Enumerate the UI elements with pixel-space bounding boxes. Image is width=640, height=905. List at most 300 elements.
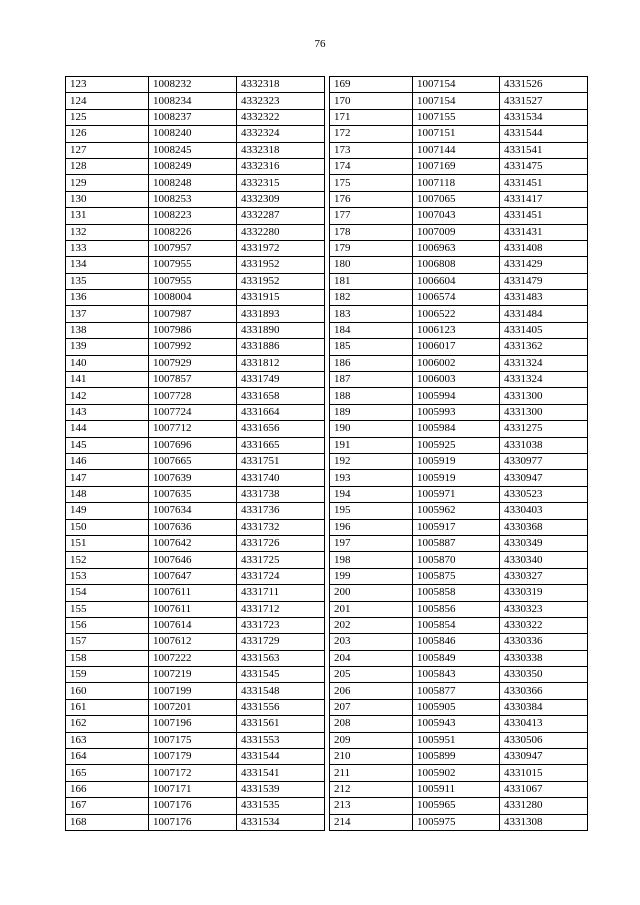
y-coordinate-cell: 4331526 xyxy=(500,77,588,93)
y-coordinate-cell: 4331740 xyxy=(237,470,325,486)
table-row xyxy=(66,519,325,535)
x-coordinate-cell: 1006604 xyxy=(413,273,500,289)
x-coordinate-cell: 1007199 xyxy=(149,683,237,699)
point-number-cell: 160 xyxy=(66,683,149,699)
point-number-cell: 148 xyxy=(66,486,149,502)
x-coordinate-cell: 1005971 xyxy=(413,486,500,502)
x-coordinate-cell: 1005993 xyxy=(413,404,500,420)
x-coordinate-cell: 1006522 xyxy=(413,306,500,322)
y-coordinate-cell: 4331308 xyxy=(500,814,588,830)
table-row xyxy=(330,470,588,486)
y-coordinate-cell: 4331726 xyxy=(237,535,325,551)
table-row xyxy=(66,585,325,601)
point-number-cell: 159 xyxy=(66,667,149,683)
table-row xyxy=(330,191,588,207)
table-row xyxy=(330,503,588,519)
table-row xyxy=(66,142,325,158)
y-coordinate-cell: 4331712 xyxy=(237,601,325,617)
x-coordinate-cell: 1007196 xyxy=(149,716,237,732)
point-number-cell: 132 xyxy=(66,224,149,240)
y-coordinate-cell: 4330322 xyxy=(500,617,588,633)
table-row xyxy=(66,535,325,551)
x-coordinate-cell: 1007724 xyxy=(149,404,237,420)
point-number-cell: 142 xyxy=(66,388,149,404)
x-coordinate-cell: 1007065 xyxy=(413,191,500,207)
x-coordinate-cell: 1007992 xyxy=(149,339,237,355)
y-coordinate-cell: 4332324 xyxy=(237,126,325,142)
y-coordinate-cell: 4331362 xyxy=(500,339,588,355)
y-coordinate-cell: 4330947 xyxy=(500,470,588,486)
x-coordinate-cell: 1007171 xyxy=(149,781,237,797)
x-coordinate-cell: 1007154 xyxy=(413,93,500,109)
point-number-cell: 126 xyxy=(66,126,149,142)
table-row xyxy=(66,306,325,322)
table-row xyxy=(330,814,588,830)
y-coordinate-cell: 4330336 xyxy=(500,634,588,650)
x-coordinate-cell: 1008234 xyxy=(149,93,237,109)
point-number-cell: 190 xyxy=(330,421,413,437)
point-number-cell: 136 xyxy=(66,290,149,306)
x-coordinate-cell: 1008248 xyxy=(149,175,237,191)
point-number-cell: 213 xyxy=(330,798,413,814)
x-coordinate-cell: 1007957 xyxy=(149,240,237,256)
point-number-cell: 201 xyxy=(330,601,413,617)
table-row xyxy=(330,372,588,388)
x-coordinate-cell: 1005899 xyxy=(413,749,500,765)
x-coordinate-cell: 1005975 xyxy=(413,814,500,830)
table-row xyxy=(66,290,325,306)
x-coordinate-cell: 1005951 xyxy=(413,732,500,748)
point-number-cell: 174 xyxy=(330,158,413,174)
y-coordinate-cell: 4331417 xyxy=(500,191,588,207)
point-number-cell: 128 xyxy=(66,158,149,174)
x-coordinate-cell: 1007728 xyxy=(149,388,237,404)
table-row xyxy=(330,77,588,93)
point-number-cell: 135 xyxy=(66,273,149,289)
y-coordinate-cell: 4331915 xyxy=(237,290,325,306)
point-number-cell: 188 xyxy=(330,388,413,404)
x-coordinate-cell: 1008240 xyxy=(149,126,237,142)
table-row xyxy=(66,503,325,519)
table-row xyxy=(330,667,588,683)
x-coordinate-cell: 1007634 xyxy=(149,503,237,519)
table-row xyxy=(66,601,325,617)
point-number-cell: 187 xyxy=(330,372,413,388)
y-coordinate-cell: 4331544 xyxy=(237,749,325,765)
point-number-cell: 154 xyxy=(66,585,149,601)
y-coordinate-cell: 4331300 xyxy=(500,388,588,404)
point-number-cell: 205 xyxy=(330,667,413,683)
x-coordinate-cell: 1008249 xyxy=(149,158,237,174)
table-row xyxy=(330,404,588,420)
y-coordinate-cell: 4330368 xyxy=(500,519,588,535)
point-number-cell: 145 xyxy=(66,437,149,453)
table-row xyxy=(66,126,325,142)
x-coordinate-cell: 1007222 xyxy=(149,650,237,666)
point-number-cell: 131 xyxy=(66,208,149,224)
x-coordinate-cell: 1007696 xyxy=(149,437,237,453)
y-coordinate-cell: 4330338 xyxy=(500,650,588,666)
x-coordinate-cell: 1008245 xyxy=(149,142,237,158)
point-number-cell: 123 xyxy=(66,77,149,93)
x-coordinate-cell: 1008232 xyxy=(149,77,237,93)
x-coordinate-cell: 1007986 xyxy=(149,322,237,338)
table-row xyxy=(66,77,325,93)
y-coordinate-cell: 4331405 xyxy=(500,322,588,338)
y-coordinate-cell: 4330366 xyxy=(500,683,588,699)
y-coordinate-cell: 4332309 xyxy=(237,191,325,207)
y-coordinate-cell: 4330947 xyxy=(500,749,588,765)
x-coordinate-cell: 1005887 xyxy=(413,535,500,551)
point-number-cell: 138 xyxy=(66,322,149,338)
point-number-cell: 209 xyxy=(330,732,413,748)
x-coordinate-cell: 1005919 xyxy=(413,470,500,486)
x-coordinate-cell: 1008237 xyxy=(149,109,237,125)
y-coordinate-cell: 4331527 xyxy=(500,93,588,109)
point-number-cell: 157 xyxy=(66,634,149,650)
x-coordinate-cell: 1007169 xyxy=(413,158,500,174)
table-row xyxy=(330,798,588,814)
y-coordinate-cell: 4330319 xyxy=(500,585,588,601)
table-row xyxy=(330,453,588,469)
point-number-cell: 179 xyxy=(330,240,413,256)
point-number-cell: 196 xyxy=(330,519,413,535)
point-number-cell: 183 xyxy=(330,306,413,322)
x-coordinate-cell: 1007639 xyxy=(149,470,237,486)
y-coordinate-cell: 4330506 xyxy=(500,732,588,748)
x-coordinate-cell: 1007179 xyxy=(149,749,237,765)
x-coordinate-cell: 1007154 xyxy=(413,77,500,93)
point-number-cell: 127 xyxy=(66,142,149,158)
x-coordinate-cell: 1007611 xyxy=(149,585,237,601)
table-row xyxy=(330,650,588,666)
point-number-cell: 212 xyxy=(330,781,413,797)
x-coordinate-cell: 1007151 xyxy=(413,126,500,142)
point-number-cell: 150 xyxy=(66,519,149,535)
table-row xyxy=(330,93,588,109)
y-coordinate-cell: 4331475 xyxy=(500,158,588,174)
y-coordinate-cell: 4330413 xyxy=(500,716,588,732)
y-coordinate-cell: 4331736 xyxy=(237,503,325,519)
table-row xyxy=(330,765,588,781)
point-number-cell: 125 xyxy=(66,109,149,125)
point-number-cell: 147 xyxy=(66,470,149,486)
x-coordinate-cell: 1007612 xyxy=(149,634,237,650)
point-number-cell: 139 xyxy=(66,339,149,355)
x-coordinate-cell: 1007118 xyxy=(413,175,500,191)
table-row xyxy=(66,699,325,715)
point-number-cell: 214 xyxy=(330,814,413,830)
table-row xyxy=(66,208,325,224)
table-row xyxy=(330,683,588,699)
x-coordinate-cell: 1007646 xyxy=(149,552,237,568)
y-coordinate-cell: 4331664 xyxy=(237,404,325,420)
point-number-cell: 182 xyxy=(330,290,413,306)
table-row xyxy=(330,224,588,240)
x-coordinate-cell: 1007636 xyxy=(149,519,237,535)
y-coordinate-cell: 4332318 xyxy=(237,77,325,93)
x-coordinate-cell: 1006963 xyxy=(413,240,500,256)
point-number-cell: 162 xyxy=(66,716,149,732)
y-coordinate-cell: 4331544 xyxy=(500,126,588,142)
x-coordinate-cell: 1007955 xyxy=(149,257,237,273)
point-number-cell: 191 xyxy=(330,437,413,453)
y-coordinate-cell: 4332323 xyxy=(237,93,325,109)
point-number-cell: 141 xyxy=(66,372,149,388)
table-row xyxy=(66,732,325,748)
point-number-cell: 144 xyxy=(66,421,149,437)
table-row xyxy=(330,749,588,765)
x-coordinate-cell: 1005877 xyxy=(413,683,500,699)
x-coordinate-cell: 1005965 xyxy=(413,798,500,814)
y-coordinate-cell: 4331665 xyxy=(237,437,325,453)
x-coordinate-cell: 1006002 xyxy=(413,355,500,371)
table-row xyxy=(66,191,325,207)
y-coordinate-cell: 4331656 xyxy=(237,421,325,437)
table-row xyxy=(330,519,588,535)
point-number-cell: 167 xyxy=(66,798,149,814)
table-row xyxy=(66,273,325,289)
point-number-cell: 189 xyxy=(330,404,413,420)
y-coordinate-cell: 4331751 xyxy=(237,453,325,469)
point-number-cell: 206 xyxy=(330,683,413,699)
x-coordinate-cell: 1006574 xyxy=(413,290,500,306)
x-coordinate-cell: 1007665 xyxy=(149,453,237,469)
x-coordinate-cell: 1005962 xyxy=(413,503,500,519)
y-coordinate-cell: 4331534 xyxy=(237,814,325,830)
point-number-cell: 176 xyxy=(330,191,413,207)
page-number: 76 xyxy=(314,38,326,50)
x-coordinate-cell: 1005875 xyxy=(413,568,500,584)
table-row xyxy=(66,322,325,338)
x-coordinate-cell: 1007176 xyxy=(149,814,237,830)
y-coordinate-cell: 4330349 xyxy=(500,535,588,551)
table-row xyxy=(66,716,325,732)
table-row xyxy=(330,322,588,338)
y-coordinate-cell: 4331324 xyxy=(500,372,588,388)
y-coordinate-cell: 4331556 xyxy=(237,699,325,715)
y-coordinate-cell: 4332316 xyxy=(237,158,325,174)
point-number-cell: 185 xyxy=(330,339,413,355)
point-number-cell: 153 xyxy=(66,568,149,584)
coordinate-table-left xyxy=(65,76,325,831)
x-coordinate-cell: 1007144 xyxy=(413,142,500,158)
point-number-cell: 165 xyxy=(66,765,149,781)
point-number-cell: 134 xyxy=(66,257,149,273)
y-coordinate-cell: 4331561 xyxy=(237,716,325,732)
table-row xyxy=(330,617,588,633)
point-number-cell: 158 xyxy=(66,650,149,666)
y-coordinate-cell: 4331038 xyxy=(500,437,588,453)
table-row xyxy=(66,257,325,273)
y-coordinate-cell: 4332280 xyxy=(237,224,325,240)
x-coordinate-cell: 1005846 xyxy=(413,634,500,650)
y-coordinate-cell: 4331300 xyxy=(500,404,588,420)
table-row xyxy=(330,486,588,502)
table-row xyxy=(330,355,588,371)
y-coordinate-cell: 4330350 xyxy=(500,667,588,683)
table-row xyxy=(66,453,325,469)
table-row xyxy=(330,699,588,715)
y-coordinate-cell: 4331952 xyxy=(237,257,325,273)
point-number-cell: 180 xyxy=(330,257,413,273)
x-coordinate-cell: 1005858 xyxy=(413,585,500,601)
x-coordinate-cell: 1005870 xyxy=(413,552,500,568)
x-coordinate-cell: 1007611 xyxy=(149,601,237,617)
table-row xyxy=(66,109,325,125)
x-coordinate-cell: 1007987 xyxy=(149,306,237,322)
table-row xyxy=(330,273,588,289)
x-coordinate-cell: 1006808 xyxy=(413,257,500,273)
y-coordinate-cell: 4331067 xyxy=(500,781,588,797)
point-number-cell: 124 xyxy=(66,93,149,109)
point-number-cell: 149 xyxy=(66,503,149,519)
x-coordinate-cell: 1008253 xyxy=(149,191,237,207)
x-coordinate-cell: 1005925 xyxy=(413,437,500,453)
y-coordinate-cell: 4331548 xyxy=(237,683,325,699)
table-row xyxy=(66,437,325,453)
y-coordinate-cell: 4331479 xyxy=(500,273,588,289)
y-coordinate-cell: 4331711 xyxy=(237,585,325,601)
point-number-cell: 173 xyxy=(330,142,413,158)
table-row xyxy=(330,175,588,191)
table-row xyxy=(66,749,325,765)
point-number-cell: 186 xyxy=(330,355,413,371)
table-row xyxy=(330,208,588,224)
y-coordinate-cell: 4331541 xyxy=(237,765,325,781)
point-number-cell: 155 xyxy=(66,601,149,617)
x-coordinate-cell: 1005984 xyxy=(413,421,500,437)
x-coordinate-cell: 1005911 xyxy=(413,781,500,797)
x-coordinate-cell: 1007955 xyxy=(149,273,237,289)
y-coordinate-cell: 4331408 xyxy=(500,240,588,256)
table-row xyxy=(66,634,325,650)
point-number-cell: 202 xyxy=(330,617,413,633)
point-number-cell: 140 xyxy=(66,355,149,371)
y-coordinate-cell: 4331890 xyxy=(237,322,325,338)
x-coordinate-cell: 1005917 xyxy=(413,519,500,535)
point-number-cell: 207 xyxy=(330,699,413,715)
y-coordinate-cell: 4331541 xyxy=(500,142,588,158)
table-row xyxy=(66,781,325,797)
table-row xyxy=(330,585,588,601)
x-coordinate-cell: 1005994 xyxy=(413,388,500,404)
table-row xyxy=(66,650,325,666)
x-coordinate-cell: 1005856 xyxy=(413,601,500,617)
point-number-cell: 197 xyxy=(330,535,413,551)
point-number-cell: 168 xyxy=(66,814,149,830)
x-coordinate-cell: 1007857 xyxy=(149,372,237,388)
y-coordinate-cell: 4331484 xyxy=(500,306,588,322)
coordinate-table-left-body xyxy=(66,77,325,831)
y-coordinate-cell: 4331534 xyxy=(500,109,588,125)
y-coordinate-cell: 4330977 xyxy=(500,453,588,469)
x-coordinate-cell: 1005849 xyxy=(413,650,500,666)
table-row xyxy=(66,224,325,240)
y-coordinate-cell: 4331738 xyxy=(237,486,325,502)
x-coordinate-cell: 1008226 xyxy=(149,224,237,240)
table-row xyxy=(66,372,325,388)
point-number-cell: 137 xyxy=(66,306,149,322)
coordinate-table-right-body xyxy=(330,77,588,831)
x-coordinate-cell: 1006003 xyxy=(413,372,500,388)
x-coordinate-cell: 1007219 xyxy=(149,667,237,683)
point-number-cell: 211 xyxy=(330,765,413,781)
table-row xyxy=(330,109,588,125)
y-coordinate-cell: 4331893 xyxy=(237,306,325,322)
x-coordinate-cell: 1007176 xyxy=(149,798,237,814)
y-coordinate-cell: 4331723 xyxy=(237,617,325,633)
table-row xyxy=(66,814,325,830)
x-coordinate-cell: 1007155 xyxy=(413,109,500,125)
x-coordinate-cell: 1006017 xyxy=(413,339,500,355)
point-number-cell: 193 xyxy=(330,470,413,486)
y-coordinate-cell: 4331429 xyxy=(500,257,588,273)
table-row xyxy=(330,716,588,732)
point-number-cell: 194 xyxy=(330,486,413,502)
point-number-cell: 172 xyxy=(330,126,413,142)
point-number-cell: 198 xyxy=(330,552,413,568)
table-row xyxy=(66,355,325,371)
table-row xyxy=(66,93,325,109)
table-row xyxy=(66,388,325,404)
y-coordinate-cell: 4332318 xyxy=(237,142,325,158)
point-number-cell: 195 xyxy=(330,503,413,519)
table-row xyxy=(330,306,588,322)
y-coordinate-cell: 4331280 xyxy=(500,798,588,814)
point-number-cell: 129 xyxy=(66,175,149,191)
y-coordinate-cell: 4331563 xyxy=(237,650,325,666)
table-row xyxy=(66,240,325,256)
table-row xyxy=(66,486,325,502)
y-coordinate-cell: 4331539 xyxy=(237,781,325,797)
point-number-cell: 152 xyxy=(66,552,149,568)
y-coordinate-cell: 4331729 xyxy=(237,634,325,650)
table-row xyxy=(330,437,588,453)
x-coordinate-cell: 1007043 xyxy=(413,208,500,224)
x-coordinate-cell: 1007009 xyxy=(413,224,500,240)
x-coordinate-cell: 1006123 xyxy=(413,322,500,338)
table-row xyxy=(66,470,325,486)
table-row xyxy=(66,798,325,814)
y-coordinate-cell: 4330340 xyxy=(500,552,588,568)
point-number-cell: 143 xyxy=(66,404,149,420)
x-coordinate-cell: 1007614 xyxy=(149,617,237,633)
point-number-cell: 161 xyxy=(66,699,149,715)
y-coordinate-cell: 4331952 xyxy=(237,273,325,289)
y-coordinate-cell: 4331886 xyxy=(237,339,325,355)
point-number-cell: 164 xyxy=(66,749,149,765)
point-number-cell: 156 xyxy=(66,617,149,633)
y-coordinate-cell: 4332315 xyxy=(237,175,325,191)
point-number-cell: 181 xyxy=(330,273,413,289)
point-number-cell: 203 xyxy=(330,634,413,650)
x-coordinate-cell: 1008004 xyxy=(149,290,237,306)
table-row xyxy=(66,339,325,355)
y-coordinate-cell: 4331483 xyxy=(500,290,588,306)
y-coordinate-cell: 4332287 xyxy=(237,208,325,224)
y-coordinate-cell: 4330403 xyxy=(500,503,588,519)
point-number-cell: 171 xyxy=(330,109,413,125)
point-number-cell: 166 xyxy=(66,781,149,797)
x-coordinate-cell: 1007172 xyxy=(149,765,237,781)
point-number-cell: 146 xyxy=(66,453,149,469)
table-row xyxy=(66,552,325,568)
x-coordinate-cell: 1008223 xyxy=(149,208,237,224)
x-coordinate-cell: 1007635 xyxy=(149,486,237,502)
table-row xyxy=(330,158,588,174)
x-coordinate-cell: 1007929 xyxy=(149,355,237,371)
